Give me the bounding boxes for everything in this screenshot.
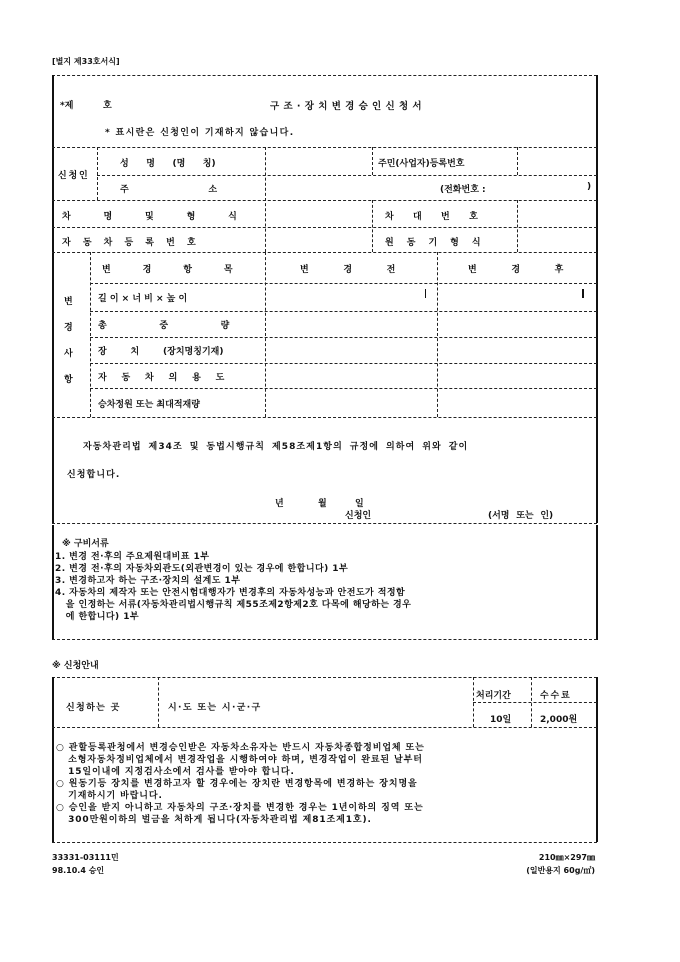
fee-value: 2,000원	[540, 715, 578, 725]
changes-group-label-2: 경	[64, 323, 73, 333]
frame-bottom	[52, 523, 597, 524]
document-item-4-cont-2: 에 한합니다) 1부	[55, 612, 140, 622]
form-label: [별지 제33호서식]	[52, 57, 120, 66]
guide-note-3: ○ 승인을 받지 아니하고 자동차의 구조·장치를 변경한 경우는 1년이하의 징역 또는	[56, 803, 424, 813]
processing-period-value: 10일	[490, 715, 512, 725]
date-day: 일	[355, 499, 364, 509]
changes-group-label-4: 항	[64, 375, 73, 385]
frame-right	[596, 75, 598, 523]
signature-field[interactable]	[380, 504, 480, 518]
receipt-number-prefix: *제	[60, 101, 74, 111]
guide-note-1: ○ 관할등록관청에서 변경승인받은 자동차소유자는 반드시 자동차종합정비업체 또는	[56, 743, 425, 753]
model-label: 차 명 및 형 식	[62, 212, 237, 222]
header-note: * 표시란은 신청인이 기재하지 않습니다.	[105, 128, 295, 138]
engine-type-field[interactable]	[520, 229, 594, 250]
change-row-weight: 총 중 량	[98, 321, 230, 331]
form-title: 구조·장치변경승인신청서	[270, 101, 426, 112]
frame-top	[52, 75, 597, 76]
col-header-after: 변 경 후	[468, 265, 564, 275]
phone-label: (전화번호 :	[440, 185, 486, 195]
col-header-item: 변 경 항 목	[102, 265, 233, 275]
date-month: 월	[318, 499, 327, 509]
declaration-line-2: 신청합니다.	[67, 470, 121, 480]
paper-size: 210㎜×297㎜	[538, 853, 595, 862]
document-item-1: 1. 변경 전·후의 주요제원대비표 1부	[55, 552, 210, 562]
registration-number-field[interactable]	[268, 229, 370, 250]
document-item-2: 2. 변경 전·후의 자동차외관도(외관변경이 있는 경우에 한합니다) 1부	[55, 564, 349, 574]
declaration-line-1: 자동차관리법 제34조 및 동법시행규칙 제58조제1항의 규정에 의하여 위와 같이	[83, 442, 469, 452]
after-field-3[interactable]	[440, 339, 594, 361]
before-field-3[interactable]	[268, 339, 435, 361]
guide-note-2: ○ 원동기등 장치를 변경하고자 할 경우에는 장치란 변경항목에 변경하는 장치명을	[56, 779, 418, 789]
after-field-4[interactable]	[440, 365, 594, 386]
changes-group-label-3: 사	[64, 349, 73, 359]
col-header-before: 변 경 전	[300, 265, 396, 275]
change-row-device: 장 치 (장치명칭기재)	[98, 347, 224, 357]
applicant-group-label: 신청인	[58, 171, 90, 181]
chassis-number-label: 차 대 번 호	[385, 212, 478, 222]
guide-note-1-cont-1: 소형자동차정비업체에서 변경작업을 시행하여야 하며, 변경작업이 완료된 날부터	[56, 755, 423, 765]
before-field-2[interactable]	[268, 313, 435, 335]
documents-title: ※ 구비서류	[62, 539, 109, 549]
after-field-5[interactable]	[440, 390, 594, 415]
document-item-4: 4. 자동차의 제작자 또는 안전시험대행자가 변경후의 자동차성능과 안전도가 적정함	[55, 588, 406, 598]
model-field[interactable]	[268, 202, 370, 225]
name-field[interactable]	[268, 149, 370, 173]
before-field-1[interactable]	[268, 285, 435, 309]
document-item-3: 3. 변경하고자 하는 구조·장치의 설계도 1부	[55, 576, 241, 586]
paper-type: (일반용지 60g/㎡)	[526, 866, 595, 875]
document-item-4-cont-1: 을 인정하는 서류(자동차관리법시행규칙 제55조제2항제2호 다목에 해당하는 경우	[55, 600, 412, 610]
form-code: 33331-03111민	[52, 853, 119, 862]
processing-period-label: 처리기간	[476, 691, 511, 701]
fee-label: 수수료	[540, 691, 572, 701]
resident-id-label: 주민(사업자)등록번호	[378, 159, 465, 169]
phone-close: )	[587, 182, 592, 192]
guide-note-2-cont: 기재하시기 바랍니다.	[56, 791, 163, 801]
after-field-2[interactable]	[440, 313, 594, 335]
change-row-capacity: 승차정원 또는 최대적재량	[98, 400, 200, 410]
after-field-1[interactable]	[440, 285, 594, 309]
guide-note-3-cont: 300만원이하의 벌금을 처하게 됩니다(자동차관리법 제81조제1호).	[56, 815, 372, 825]
guide-title: ※ 신청안내	[52, 661, 99, 671]
address-label: 주 소	[120, 185, 218, 195]
registration-number-label: 자 동 차 등 록 번 호	[62, 238, 196, 248]
change-row-dimensions: 길 이 × 너 비 × 높 이	[98, 294, 188, 304]
where-label: 신청하는 곳	[66, 703, 121, 713]
receipt-number-suffix: 호	[103, 101, 112, 111]
frame-left	[52, 75, 54, 523]
address-field[interactable]	[268, 177, 428, 198]
changes-group-label-1: 변	[64, 297, 73, 307]
applicant-sign-label: 신청인	[345, 511, 372, 521]
guide-note-1-cont-2: 15일이내에 지정검사소에서 검사를 받아야 합니다.	[56, 767, 295, 777]
approval-date: 98.10.4 승인	[52, 866, 105, 875]
change-row-usage: 자 동 차 의 용 도	[98, 373, 225, 383]
before-field-5[interactable]	[268, 390, 435, 415]
engine-type-label: 원 동 기 형 식	[385, 238, 481, 248]
name-label: 성 명 (명 칭)	[120, 159, 216, 169]
before-field-4[interactable]	[268, 365, 435, 386]
resident-id-field[interactable]	[520, 149, 594, 173]
where-value: 시·도 또는 시·군·구	[168, 703, 262, 713]
date-year: 년	[275, 499, 284, 509]
signature-label: (서명 또는 인)	[488, 511, 554, 521]
chassis-number-field[interactable]	[520, 202, 594, 225]
phone-field[interactable]	[498, 177, 586, 198]
